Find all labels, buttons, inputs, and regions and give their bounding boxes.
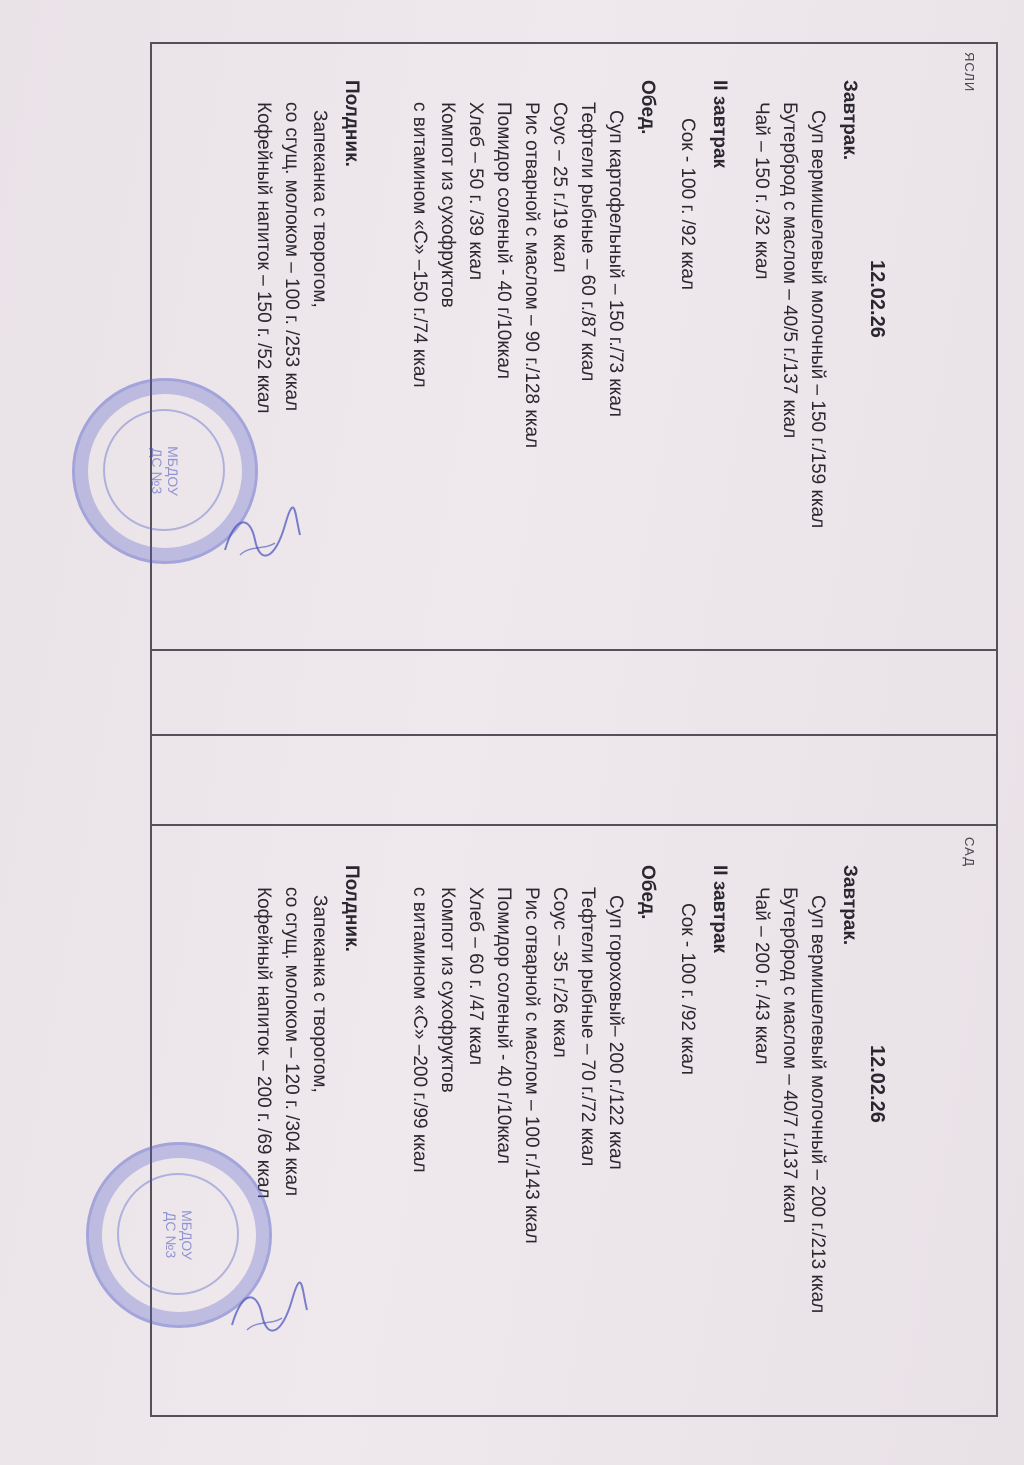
meal-title-lunch: Обед. <box>637 865 658 920</box>
menu-item: Рис отварной с маслом – 90 г./128 ккал <box>521 102 542 449</box>
meal-title-breakfast: Завтрак. <box>839 80 860 161</box>
menu-item: Суп вермишелевый молочный – 200 г./213 ккал <box>807 895 828 1314</box>
menu-item: Запеканка с творогом, <box>309 895 330 1093</box>
menu-item: Сок - 100 г. /92 ккал <box>677 903 698 1076</box>
signature-icon <box>215 505 305 565</box>
menu-date: 12.02.26 <box>866 1045 888 1123</box>
menu-item: Кофейный напиток – 150 г. /52 ккал <box>253 102 274 414</box>
menu-item: Сок - 100 г. /92 ккал <box>677 118 698 291</box>
table-divider <box>152 649 996 651</box>
menu-item: Бутерброд с маслом – 40/7 г./137 ккал <box>779 887 800 1224</box>
menu-item: с витамином «С» –200 г./99 ккал <box>409 887 430 1173</box>
menu-item: Суп картофельный – 150 г./73 ккал <box>605 110 626 417</box>
stamp-text-line: ДС №3 <box>163 1211 179 1259</box>
menu-item: Чай – 150 г. /32 ккал <box>751 102 772 280</box>
menu-item: Компот из сухофруктов <box>437 887 458 1093</box>
stamp-text <box>149 446 181 496</box>
stamp-text <box>163 1210 195 1260</box>
menu-item: Помидор соленый - 40 г/10ккал <box>493 887 514 1165</box>
meal-title-breakfast: Завтрак. <box>839 865 860 946</box>
menu-item: Рис отварной с маслом – 100 г./143 ккал <box>521 887 542 1244</box>
category-label: ЯСЛИ <box>962 52 977 93</box>
meal-title-lunch: Обед. <box>637 80 658 135</box>
stamp-text-line: МБДОУ <box>179 1210 195 1260</box>
menu-item: Бутерброд с маслом – 40/5 г./137 ккал <box>779 102 800 439</box>
menu-item: Соус – 35 г./26 ккал <box>549 887 570 1058</box>
menu-item: с витамином «С» –150 г./74 ккал <box>409 102 430 388</box>
menu-item: Хлеб – 50 г. /39 ккал <box>465 102 486 281</box>
stamp-text-line: ДС №3 <box>149 447 165 495</box>
menu-item: Чай – 200 г. /43 ккал <box>751 887 772 1065</box>
menu-item: Компот из сухофруктов <box>437 102 458 308</box>
menu-item: Запеканка с творогом, <box>309 110 330 308</box>
signature-icon <box>222 1280 312 1340</box>
menu-item: Хлеб – 60 г. /47 ккал <box>465 887 486 1066</box>
stamp-text-line: МБДОУ <box>165 446 181 496</box>
menu-item: Соус – 25 г./19 ккал <box>549 102 570 273</box>
menu-item: Помидор соленый - 40 г/10ккал <box>493 102 514 380</box>
menu-item: Кофейный напиток – 200 г. /69 ккал <box>253 887 274 1199</box>
meal-title-snack: Полдник. <box>341 865 362 952</box>
menu-item: Тефтели рыбные – 70 г./72 ккал <box>577 887 598 1167</box>
meal-title-second-breakfast: II завтрак <box>709 865 730 954</box>
menu-item: Тефтели рыбные – 60 г./87 ккал <box>577 102 598 382</box>
menu-item: Суп гороховый– 200 г./122 ккал <box>605 895 626 1170</box>
menu-date: 12.02.26 <box>866 260 888 338</box>
table-divider <box>152 824 996 826</box>
menu-item: со сгущ. молоком – 120 г. /304 ккал <box>281 887 302 1197</box>
menu-item: со сгущ. молоком – 100 г. /253 ккал <box>281 102 302 412</box>
meal-title-snack: Полдник. <box>341 80 362 167</box>
meal-title-second-breakfast: II завтрак <box>709 80 730 169</box>
table-divider <box>152 734 996 736</box>
menu-item: Суп вермишелевый молочный – 150 г./159 ккал <box>807 110 828 529</box>
category-label: САД <box>962 837 977 868</box>
